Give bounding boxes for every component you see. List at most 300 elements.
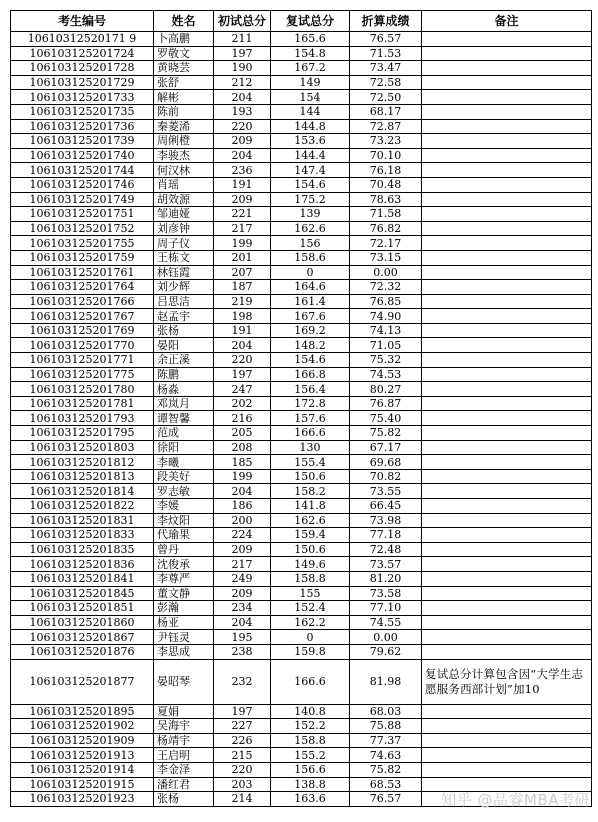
cell-prelim: 247 [214,382,271,397]
cell-converted: 72.17 [350,236,422,251]
cell-id: 106103125201803 [11,440,154,455]
cell-note [422,557,592,572]
cell-note [422,542,592,557]
table-row [11,280,592,295]
cell-converted: 81.98 [350,659,422,704]
cell-retest: 175.2 [271,192,350,207]
cell-prelim: 227 [214,719,271,734]
cell-id: 106103125201733 [11,90,154,105]
table-row [11,148,592,163]
cell-converted: 75.40 [350,411,422,426]
cell-prelim: 193 [214,104,271,119]
cell-prelim: 201 [214,250,271,265]
table-row [11,586,592,601]
table-row [11,396,592,411]
table-row [11,90,592,105]
cell-converted: 73.57 [350,557,422,572]
cell-note [422,323,592,338]
cell-retest: 167.6 [271,309,350,324]
cell-converted: 70.82 [350,469,422,484]
cell-prelim: 199 [214,469,271,484]
cell-prelim: 197 [214,704,271,719]
cell-id: 106103125201770 [11,338,154,353]
cell-prelim: 204 [214,615,271,630]
cell-prelim: 217 [214,557,271,572]
cell-name: 王栋文 [154,250,214,265]
cell-prelim: 198 [214,309,271,324]
score-sheet [10,10,591,807]
table-row [11,557,592,572]
cell-converted: 72.50 [350,90,422,105]
cell-note [422,382,592,397]
cell-name: 杨亚 [154,615,214,630]
table-row [11,338,592,353]
cell-converted: 73.15 [350,250,422,265]
cell-retest: 156.4 [271,382,350,397]
cell-prelim: 224 [214,528,271,543]
table-body [11,32,592,807]
cell-name: 罗志敏 [154,484,214,499]
cell-note [422,528,592,543]
cell-retest: 158.6 [271,250,350,265]
table-row [11,367,592,382]
cell-id: 106103125201744 [11,163,154,178]
cell-id: 106103125201822 [11,499,154,514]
cell-prelim: 214 [214,792,271,807]
table-row [11,353,592,368]
cell-retest: 165.6 [271,32,350,47]
cell-note [422,104,592,119]
cell-prelim: 195 [214,630,271,645]
cell-name: 李骏杰 [154,148,214,163]
cell-id: 106103125201795 [11,426,154,441]
header-name: 姓名 [154,11,214,32]
cell-name: 肖瑶 [154,177,214,192]
cell-name: 夏娟 [154,704,214,719]
cell-retest: 156 [271,236,350,251]
cell-converted: 76.87 [350,396,422,411]
cell-name: 李媛 [154,499,214,514]
cell-name: 黄晓芸 [154,61,214,76]
cell-id: 106103125201814 [11,484,154,499]
cell-id: 106103125201813 [11,469,154,484]
cell-name: 赵孟宇 [154,309,214,324]
table-row [11,411,592,426]
cell-name: 刘彦钟 [154,221,214,236]
cell-retest: 161.4 [271,294,350,309]
cell-name: 秦菱浠 [154,119,214,134]
cell-id: 106103125201876 [11,644,154,659]
cell-name: 李炆阳 [154,513,214,528]
cell-name: 周子仪 [154,236,214,251]
cell-name: 李尊严 [154,571,214,586]
cell-name: 卜高鹏 [154,32,214,47]
cell-id: 106103125201841 [11,571,154,586]
cell-note [422,411,592,426]
cell-id: 106103125201831 [11,513,154,528]
cell-prelim: 209 [214,134,271,149]
cell-name: 胡效源 [154,192,214,207]
cell-converted: 72.58 [350,75,422,90]
cell-id: 106103125201769 [11,323,154,338]
cell-prelim: 197 [214,46,271,61]
cell-converted: 70.48 [350,177,422,192]
cell-name: 段美好 [154,469,214,484]
cell-name: 杨淼 [154,382,214,397]
cell-name: 谭智馨 [154,411,214,426]
cell-prelim: 234 [214,601,271,616]
cell-retest: 0 [271,630,350,645]
cell-name: 邹迪娅 [154,207,214,222]
cell-converted: 0.00 [350,630,422,645]
table-row [11,75,592,90]
cell-name: 余正溪 [154,353,214,368]
cell-note [422,353,592,368]
cell-retest: 0 [271,265,350,280]
table-row [11,440,592,455]
cell-note [422,644,592,659]
score-table [10,10,592,807]
table-row [11,484,592,499]
cell-prelim: 186 [214,499,271,514]
cell-id: 106103125201780 [11,382,154,397]
cell-note [422,601,592,616]
table-row [11,323,592,338]
table-row [11,659,592,704]
cell-id: 106103125201833 [11,528,154,543]
cell-id: 106103125201835 [11,542,154,557]
cell-converted: 73.23 [350,134,422,149]
cell-note [422,119,592,134]
table-row [11,528,592,543]
cell-retest: 152.4 [271,601,350,616]
cell-note [422,719,592,734]
cell-converted: 81.20 [350,571,422,586]
cell-id: 106103125201851 [11,601,154,616]
cell-retest: 140.8 [271,704,350,719]
cell-retest: 164.6 [271,280,350,295]
cell-note [422,396,592,411]
cell-converted: 74.63 [350,748,422,763]
cell-retest: 162.2 [271,615,350,630]
cell-converted: 75.32 [350,353,422,368]
cell-converted: 77.37 [350,733,422,748]
cell-id: 106103125201751 [11,207,154,222]
cell-retest: 155.4 [271,455,350,470]
cell-name: 刘少辉 [154,280,214,295]
cell-note [422,148,592,163]
cell-converted: 72.32 [350,280,422,295]
cell-id: 106103125201755 [11,236,154,251]
cell-converted: 66.45 [350,499,422,514]
cell-retest: 130 [271,440,350,455]
cell-id: 106103125201766 [11,294,154,309]
cell-note [422,61,592,76]
cell-id: 106103125201771 [11,353,154,368]
table-row [11,221,592,236]
cell-converted: 71.05 [350,338,422,353]
cell-prelim: 215 [214,748,271,763]
cell-note [422,484,592,499]
cell-name: 何汉林 [154,163,214,178]
table-row [11,469,592,484]
cell-name: 曾丹 [154,542,214,557]
cell-converted: 79.62 [350,644,422,659]
cell-prelim: 203 [214,777,271,792]
table-row [11,719,592,734]
cell-prelim: 202 [214,396,271,411]
cell-retest: 139 [271,207,350,222]
cell-converted: 76.57 [350,32,422,47]
cell-note [422,762,592,777]
cell-retest: 144.8 [271,119,350,134]
table-row [11,571,592,586]
cell-prelim: 220 [214,762,271,777]
cell-note [422,426,592,441]
cell-prelim: 187 [214,280,271,295]
header-converted: 折算成绩 [350,11,422,32]
cell-converted: 75.88 [350,719,422,734]
cell-note [422,571,592,586]
cell-name: 晏昭琴 [154,659,214,704]
cell-id: 106103125201793 [11,411,154,426]
cell-name: 董文静 [154,586,214,601]
cell-retest: 162.6 [271,221,350,236]
cell-name: 邓岚月 [154,396,214,411]
cell-id: 106103125201735 [11,104,154,119]
cell-converted: 68.17 [350,104,422,119]
cell-retest: 154.6 [271,353,350,368]
cell-converted: 73.98 [350,513,422,528]
cell-prelim: 209 [214,586,271,601]
cell-converted: 76.18 [350,163,422,178]
cell-converted: 73.47 [350,61,422,76]
cell-note [422,177,592,192]
cell-note [422,134,592,149]
table-row [11,163,592,178]
cell-prelim: 204 [214,90,271,105]
cell-converted: 68.03 [350,704,422,719]
cell-prelim: 219 [214,294,271,309]
cell-note [422,630,592,645]
cell-converted: 77.18 [350,528,422,543]
cell-id: 106103125201746 [11,177,154,192]
cell-name: 李曦 [154,455,214,470]
cell-id: 106103125201836 [11,557,154,572]
cell-note [422,586,592,601]
cell-id: 106103125201736 [11,119,154,134]
cell-retest: 169.2 [271,323,350,338]
cell-note [422,250,592,265]
cell-id: 106103125201860 [11,615,154,630]
cell-name: 代瑜果 [154,528,214,543]
cell-id: 106103125201728 [11,61,154,76]
cell-note [422,499,592,514]
cell-retest: 153.6 [271,134,350,149]
cell-name: 张舒 [154,75,214,90]
cell-converted: 78.63 [350,192,422,207]
table-row [11,733,592,748]
cell-prelim: 226 [214,733,271,748]
table-row [11,513,592,528]
table-row [11,46,592,61]
cell-note [422,192,592,207]
cell-note [422,236,592,251]
cell-id: 106103125201759 [11,250,154,265]
cell-retest: 159.4 [271,528,350,543]
table-row [11,250,592,265]
cell-converted: 76.85 [350,294,422,309]
table-row [11,601,592,616]
cell-retest: 149.6 [271,557,350,572]
cell-id: 106103125201764 [11,280,154,295]
cell-name: 潘红君 [154,777,214,792]
cell-retest: 158.2 [271,484,350,499]
cell-note [422,280,592,295]
cell-note: 复试总分计算包含因“大学生志愿服务西部计划”加10 [422,659,592,704]
cell-retest: 148.2 [271,338,350,353]
cell-converted: 69.68 [350,455,422,470]
cell-id: 106103125201909 [11,733,154,748]
table-row [11,236,592,251]
table-header [11,11,592,32]
cell-name: 张杨 [154,792,214,807]
cell-converted: 75.82 [350,426,422,441]
table-row [11,265,592,280]
header-row [11,11,592,32]
cell-retest: 152.2 [271,719,350,734]
cell-prelim: 204 [214,148,271,163]
cell-prelim: 208 [214,440,271,455]
cell-retest: 166.6 [271,659,350,704]
cell-note [422,90,592,105]
cell-converted: 68.53 [350,777,422,792]
cell-retest: 167.2 [271,61,350,76]
cell-retest: 141.8 [271,499,350,514]
cell-prelim: 200 [214,513,271,528]
cell-converted: 67.17 [350,440,422,455]
cell-name: 陈前 [154,104,214,119]
cell-retest: 159.8 [271,644,350,659]
cell-name: 吴海宇 [154,719,214,734]
cell-converted: 73.55 [350,484,422,499]
cell-prelim: 185 [214,455,271,470]
cell-retest: 166.6 [271,426,350,441]
cell-id: 106103125201724 [11,46,154,61]
table-row [11,192,592,207]
cell-converted: 73.58 [350,586,422,601]
cell-name: 周俐橙 [154,134,214,149]
cell-name: 王启明 [154,748,214,763]
cell-note [422,163,592,178]
cell-name: 徐阳 [154,440,214,455]
cell-id: 106103125201812 [11,455,154,470]
cell-prelim: 236 [214,163,271,178]
cell-prelim: 249 [214,571,271,586]
cell-retest: 149 [271,75,350,90]
table-row [11,177,592,192]
header-prelim: 初试总分 [214,11,271,32]
table-row [11,294,592,309]
cell-converted: 72.48 [350,542,422,557]
table-row [11,61,592,76]
cell-prelim: 197 [214,367,271,382]
table-row [11,704,592,719]
cell-prelim: 204 [214,338,271,353]
cell-retest: 166.8 [271,367,350,382]
cell-prelim: 199 [214,236,271,251]
cell-id: 106103125201739 [11,134,154,149]
table-row [11,119,592,134]
cell-retest: 154.8 [271,46,350,61]
cell-note [422,338,592,353]
cell-id: 106103125201740 [11,148,154,163]
cell-id: 106103125201895 [11,704,154,719]
cell-name: 彭瀚 [154,601,214,616]
cell-id: 106103125201914 [11,762,154,777]
cell-note [422,440,592,455]
cell-id: 106103125201752 [11,221,154,236]
cell-retest: 138.8 [271,777,350,792]
table-row [11,382,592,397]
cell-name: 李思成 [154,644,214,659]
cell-prelim: 205 [214,426,271,441]
cell-retest: 156.6 [271,762,350,777]
cell-note [422,615,592,630]
cell-prelim: 207 [214,265,271,280]
cell-id: 106103125201923 [11,792,154,807]
cell-prelim: 209 [214,542,271,557]
cell-retest: 172.8 [271,396,350,411]
cell-retest: 154.6 [271,177,350,192]
cell-prelim: 212 [214,75,271,90]
cell-converted: 75.82 [350,762,422,777]
cell-prelim: 217 [214,221,271,236]
cell-note [422,748,592,763]
cell-retest: 147.4 [271,163,350,178]
table-row [11,630,592,645]
cell-id: 106103125201902 [11,719,154,734]
cell-id: 106103125201775 [11,367,154,382]
cell-name: 吕思洁 [154,294,214,309]
header-retest: 复试总分 [271,11,350,32]
cell-note [422,294,592,309]
cell-note [422,46,592,61]
cell-name: 沈俊承 [154,557,214,572]
cell-prelim: 209 [214,192,271,207]
cell-note [422,207,592,222]
cell-name: 范成 [154,426,214,441]
cell-note [422,309,592,324]
cell-prelim: 220 [214,119,271,134]
cell-converted: 74.90 [350,309,422,324]
cell-note [422,221,592,236]
cell-name: 晏阳 [154,338,214,353]
cell-converted: 76.57 [350,792,422,807]
cell-id: 106103125201845 [11,586,154,601]
cell-id: 106103125201913 [11,748,154,763]
cell-retest: 154 [271,90,350,105]
cell-prelim: 204 [214,484,271,499]
cell-converted: 74.13 [350,323,422,338]
cell-converted: 76.82 [350,221,422,236]
header-note: 备注 [422,11,592,32]
cell-note [422,455,592,470]
cell-name: 尹钰灵 [154,630,214,645]
cell-name: 陈鹏 [154,367,214,382]
cell-id: 106103125201729 [11,75,154,90]
cell-converted: 71.58 [350,207,422,222]
